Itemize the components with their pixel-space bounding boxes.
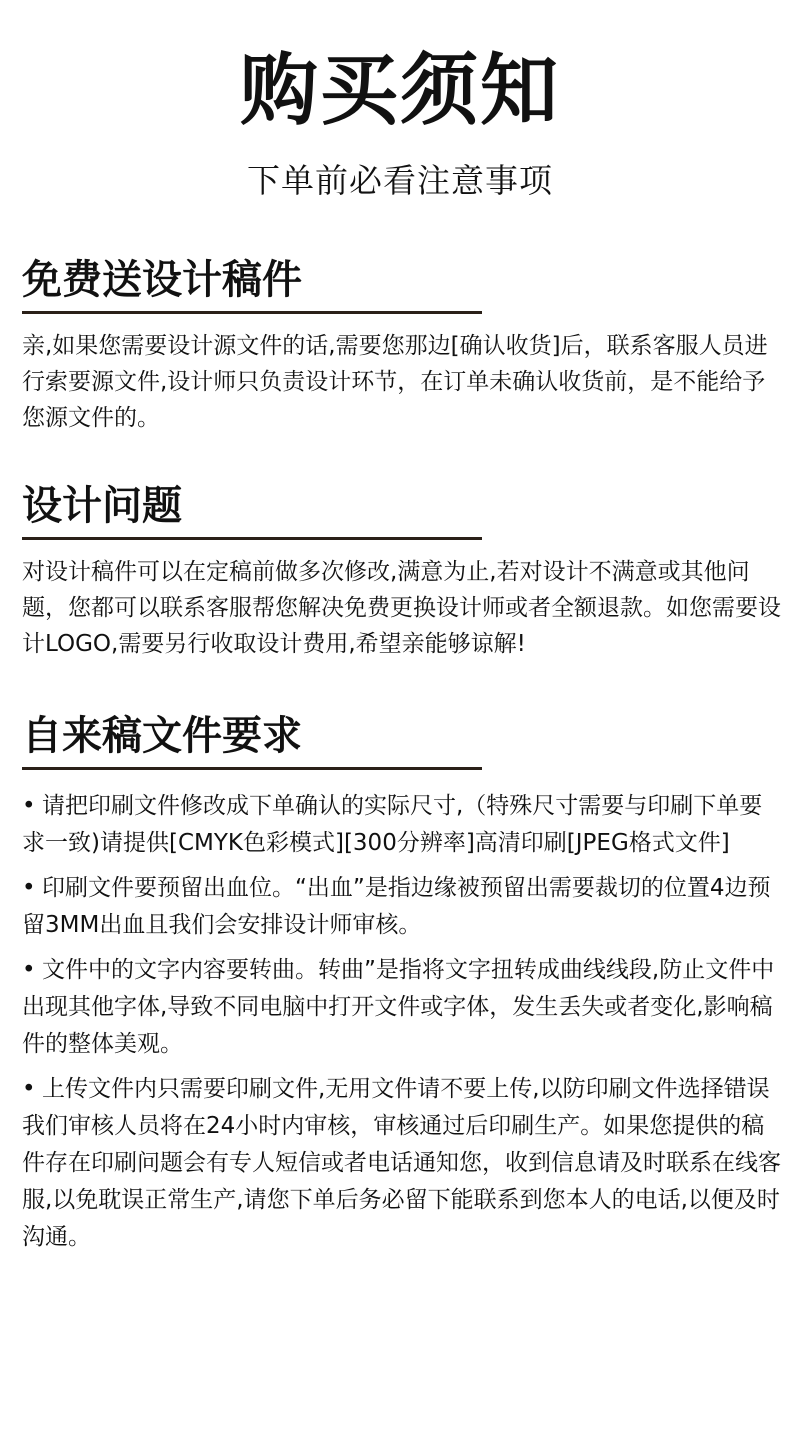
requirement-text: 上传文件内只需要印刷文件,无用文件请不要上传,以防印刷文件选择错误我们审核人员将在24小时内审核，审核通过后印刷生产。如果您提供的稿件存在印刷问题会有专人短信或者电话通知您，收到信息请及时联系在线客服,以免耽误正常生产,请您下单后务必留下能联系到您本人的电话,以便及时沟通。: [22, 1076, 781, 1250]
list-item: [22, 952, 782, 1063]
list-item: [22, 788, 782, 862]
bullet-icon: •: [22, 957, 36, 983]
page-subtitle: 下单前必看注意事项: [247, 161, 553, 200]
bullet-icon: •: [22, 793, 36, 819]
section-file-requirements: [22, 713, 782, 1264]
section-title-free-design: 免费送设计稿件: [22, 260, 782, 314]
section-text-free-design: 亲,如果您需要设计源文件的话,需要您那边[确认收货]后，联系客服人员进行索要源文件,设计师只负责设计环节，在订单未确认收货前，是不能给予您源文件的。: [22, 333, 768, 431]
list-item: [22, 870, 782, 944]
section-title-design-issues: 设计问题: [22, 486, 782, 540]
bullet-icon: •: [22, 1076, 36, 1102]
section-design-issues: [22, 483, 782, 662]
requirement-text: 印刷文件要预留出血位。“出血”是指边缘被预留出需要裁切的位置4边预留3MM出血且我们会安排设计师审核。: [22, 875, 771, 938]
requirements-list: [22, 788, 782, 1256]
section-free-design: [22, 257, 782, 436]
list-item: [22, 1071, 782, 1256]
bullet-icon: •: [22, 875, 36, 901]
section-text-design-issues: 对设计稿件可以在定稿前做多次修改,满意为止,若对设计不满意或其他问题，您都可以联系客服帮您解决免费更换设计师或者全额退款。如您需要设计LOGO,需要另行收取设计费用,希望亲能够谅解!: [22, 559, 781, 657]
requirement-text: 请把印刷文件修改成下单确认的实际尺寸,（特殊尺寸需要与印刷下单要求一致)请提供[CMYK色彩模式][300分辨率]高清印刷[JPEG格式文件]: [22, 793, 763, 856]
section-title-file-requirements: 自来稿文件要求: [22, 716, 782, 770]
page-title: 购买须知: [239, 46, 560, 136]
page-header: [0, 46, 800, 200]
requirement-text: 文件中的文字内容要转曲。转曲”是指将文字扭转成曲线线段,防止文件中出现其他字体,导致不同电脑中打开文件或字体，发生丢失或者变化,影响稿件的整体美观。: [22, 957, 775, 1057]
